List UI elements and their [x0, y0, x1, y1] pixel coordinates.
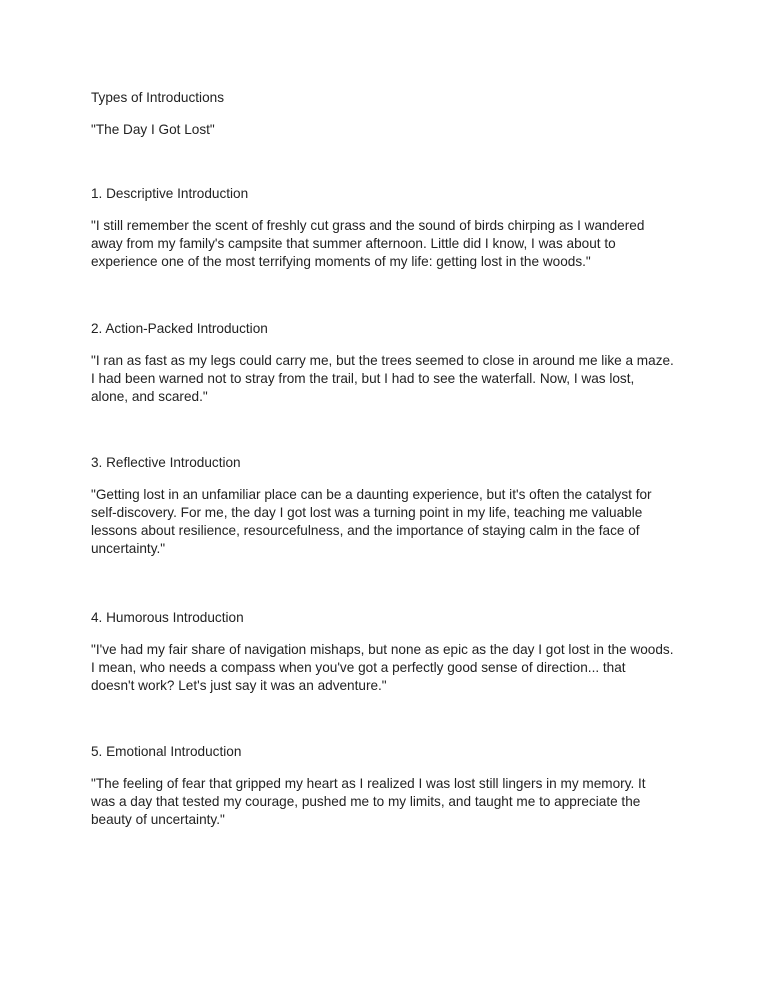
- paragraph-line: uncertainty.": [91, 541, 166, 556]
- paragraph-line: I had been warned not to stray from the trail, but I had to see the waterfall. Now, I was lost,: [91, 371, 635, 386]
- section-heading-descriptive: 1. Descriptive Introduction: [91, 186, 249, 201]
- paragraph-line: "The feeling of fear that gripped my heart as I realized I was lost still lingers in my memory. It: [91, 776, 646, 791]
- paragraph-line: alone, and scared.": [91, 389, 208, 404]
- section-heading-humorous: 4. Humorous Introduction: [91, 610, 244, 625]
- section-body-emotional: [91, 775, 691, 829]
- paragraph-line: was a day that tested my courage, pushed me to my limits, and taught me to appreciate the: [91, 794, 641, 809]
- paragraph-line: doesn't work? Let's just say it was an adventure.": [91, 678, 387, 693]
- section-heading-action-packed: 2. Action-Packed Introduction: [91, 321, 268, 336]
- paragraph-line: away from my family's campsite that summer afternoon. Little did I know, I was about to: [91, 236, 616, 251]
- paragraph-line: "I ran as fast as my legs could carry me, but the trees seemed to close in around me like a maze.: [91, 353, 674, 368]
- document-subtitle: "The Day I Got Lost": [91, 122, 215, 137]
- section-heading-emotional: 5. Emotional Introduction: [91, 744, 242, 759]
- paragraph-line: self-discovery. For me, the day I got lost was a turning point in my life, teaching me valuable: [91, 505, 643, 520]
- paragraph-line: lessons about resilience, resourcefulness, and the importance of staying calm in the face of: [91, 523, 640, 538]
- paragraph-line: "I've had my fair share of navigation mishaps, but none as epic as the day I got lost in the woods.: [91, 642, 674, 657]
- section-body-descriptive: [91, 217, 691, 271]
- paragraph-line: "I still remember the scent of freshly cut grass and the sound of birds chirping as I wandered: [91, 218, 645, 233]
- section-body-humorous: [91, 641, 691, 695]
- paragraph-line: beauty of uncertainty.": [91, 812, 225, 827]
- paragraph-line: experience one of the most terrifying moments of my life: getting lost in the woods.": [91, 254, 591, 269]
- paragraph-line: "Getting lost in an unfamiliar place can be a daunting experience, but it's often the catalyst for: [91, 487, 652, 502]
- paragraph-line: I mean, who needs a compass when you've got a perfectly good sense of direction... that: [91, 660, 626, 675]
- document-title: Types of Introductions: [91, 90, 224, 105]
- section-body-reflective: [91, 486, 691, 558]
- section-body-action-packed: [91, 352, 691, 406]
- section-heading-reflective: 3. Reflective Introduction: [91, 455, 241, 470]
